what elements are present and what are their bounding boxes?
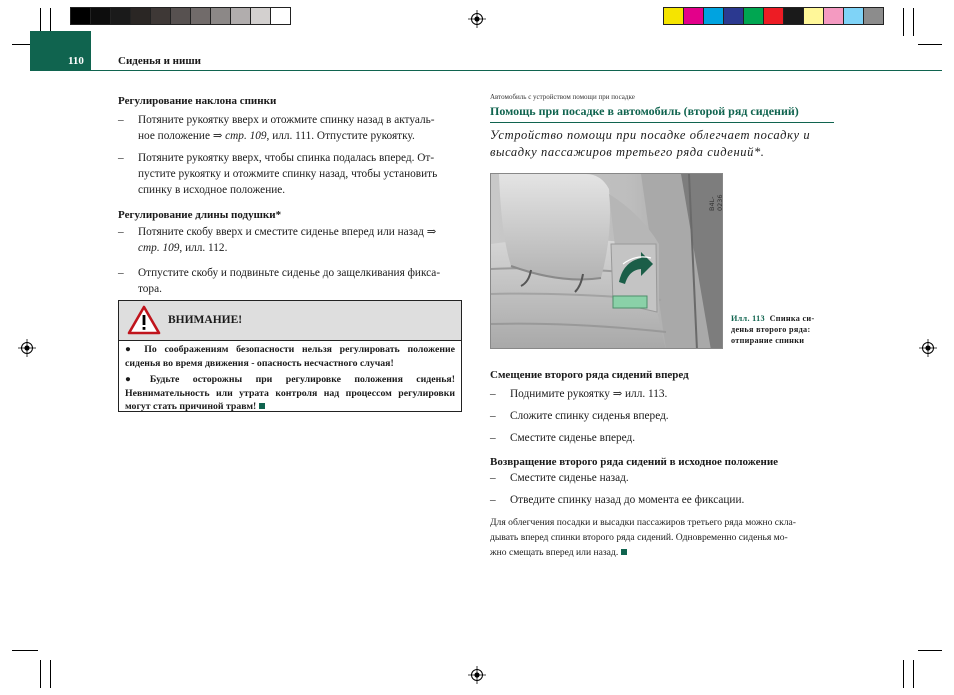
list-item: – Сместите сиденье вперед. <box>490 432 636 444</box>
color-swatch <box>763 7 784 25</box>
page-reference: стр. 109 <box>138 242 180 254</box>
crop-mark <box>913 8 914 36</box>
list-item: – Отпустите скобу и подвиньте сиденье до защелкивания фикса- тора. <box>118 267 441 295</box>
color-swatch <box>783 7 804 25</box>
left-column <box>118 93 464 297</box>
list-item: – Поднимите рукоятку ⇒ илл. 113. <box>490 388 668 400</box>
subheading-move-forward: Смещение второго ряда сидений вперед <box>490 369 689 381</box>
warning-box <box>118 300 462 412</box>
end-of-section-icon <box>621 549 627 555</box>
color-swatch <box>663 7 684 25</box>
warning-bullet: ● По соображениям безопасности нельзя регулировать положение сиденья во время движения - опасность несчастного случая! <box>125 344 455 369</box>
list-item: – Сложите спинку сиденья вперед. <box>490 410 669 422</box>
page-number: 110 <box>68 55 84 67</box>
color-swatch <box>130 7 151 25</box>
crop-mark <box>50 660 51 688</box>
warning-triangle-icon <box>127 305 161 335</box>
crop-mark <box>913 660 914 688</box>
color-swatch <box>683 7 704 25</box>
color-swatch <box>90 7 111 25</box>
color-swatch <box>723 7 744 25</box>
figure-caption: Илл. 113 Спинка си- денья второго ряда: отпирание спинки <box>731 314 815 345</box>
registration-mark-icon <box>468 666 486 684</box>
article-title: Помощь при посадке в автомобиль (второй ряд сидений) <box>490 104 799 118</box>
crop-mark <box>12 650 38 651</box>
warning-bullet: ● Будьте осторожны при регулировке положения сиденья! Невнимательность или утрата контроля над процессом регулировки могут стать причиной травм! <box>125 374 455 412</box>
registration-mark-icon <box>18 339 36 357</box>
color-swatch <box>170 7 191 25</box>
note-text: Для облегчения посадки и высадки пассажиров третьего ряда можно скла- дывать вперед спинки второго ряда сидений. Одновременно сиденья мо- жно смещать вперед или назад. <box>490 517 796 558</box>
color-swatch <box>210 7 231 25</box>
crop-mark <box>903 660 904 688</box>
warning-title: ВНИМАНИЕ! <box>168 314 243 326</box>
color-swatch <box>743 7 764 25</box>
title-rule <box>490 122 834 123</box>
right-column <box>490 367 836 560</box>
color-swatch <box>823 7 844 25</box>
end-of-section-icon <box>259 403 265 409</box>
list-item: – Потяните скобу вверх и сместите сиденье вперед или назад ⇒ стр. 109, илл. 112. <box>118 226 437 254</box>
crop-mark <box>40 660 41 688</box>
subheading-cushion-length: Регулирование длины подушки* <box>118 209 282 221</box>
crop-mark <box>903 8 904 36</box>
color-swatch <box>190 7 211 25</box>
warning-header <box>119 301 461 341</box>
registration-mark-icon <box>468 10 486 28</box>
header-rule <box>91 70 942 71</box>
intro-text: Устройство помощи при посадке облегчает посадку и высадку пассажиров третьего ряда сидений*. <box>490 128 811 159</box>
color-swatch <box>110 7 131 25</box>
crop-mark <box>918 650 942 651</box>
color-swatch <box>270 7 291 25</box>
registration-mark-icon <box>919 339 937 357</box>
color-swatch <box>863 7 884 25</box>
color-swatch <box>230 7 251 25</box>
section-title: Сиденья и ниши <box>118 55 201 67</box>
seat-illustration <box>491 174 723 349</box>
list-item: – Отведите спинку назад до момента ее фиксации. <box>490 494 745 506</box>
breadcrumb: Автомобиль с устройством помощи при посадке <box>490 93 635 101</box>
color-swatch <box>150 7 171 25</box>
list-item: – Сместите сиденье назад. <box>490 472 629 484</box>
color-swatch <box>703 7 724 25</box>
figure-code: B4L-0236 <box>708 194 724 211</box>
list-item: – Потяните рукоятку вверх, чтобы спинка подалась вперед. От- пустите рукоятку и отожмите спинку назад, чтобы установить спинку в исходное положение. <box>118 152 438 196</box>
page-reference: стр. 109 <box>225 130 267 142</box>
color-swatch <box>843 7 864 25</box>
subheading-backrest-tilt: Регулирование наклона спинки <box>118 95 277 107</box>
crop-mark <box>918 44 942 45</box>
color-swatch <box>250 7 271 25</box>
figure-seat-photo <box>490 173 723 349</box>
subheading-return: Возвращение второго ряда сидений в исходное положение <box>490 456 779 468</box>
color-swatch <box>803 7 824 25</box>
warning-body <box>119 341 461 414</box>
list-item: – Потяните рукоятку вверх и отожмите спинку назад в актуаль- ное положение ⇒ стр. 109, илл. 111. Отпустите рукоятку. <box>118 114 435 142</box>
color-swatch <box>70 7 91 25</box>
